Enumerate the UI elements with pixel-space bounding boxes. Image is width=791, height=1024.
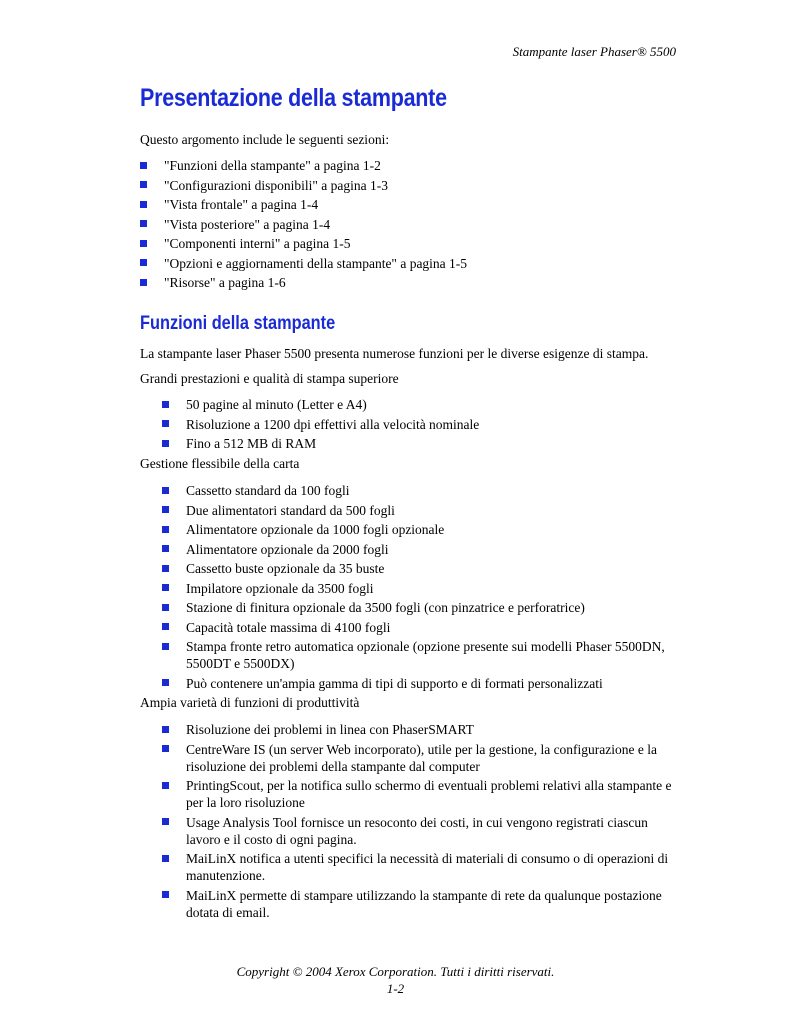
group-label: Ampia varietà di funzioni di produttività — [140, 695, 360, 710]
toc-item[interactable]: "Componenti interni" a pagina 1-5 — [140, 235, 680, 252]
bullet-icon — [162, 584, 169, 591]
bullet-icon — [140, 162, 147, 169]
list-item: Stampa fronte retro automatica opzionale (opzione presente sui modelli Phaser 5500DN, 5500DT e 5500DX) — [140, 638, 680, 672]
toc-item[interactable]: "Configurazioni disponibili" a pagina 1-3 — [140, 177, 680, 194]
bullet-icon — [162, 643, 169, 650]
bullet-icon — [162, 604, 169, 611]
bullet-icon — [162, 487, 169, 494]
bullet-icon — [162, 818, 169, 825]
list-item: Risoluzione dei problemi in linea con PhaserSMART — [140, 721, 680, 738]
bullet-icon — [162, 891, 169, 898]
toc-item[interactable]: "Risorse" a pagina 1-6 — [140, 274, 680, 291]
bullet-icon — [162, 420, 169, 427]
intro-text: Questo argomento include le seguenti sezioni: — [140, 132, 390, 147]
list-item: Cassetto standard da 100 fogli — [140, 482, 680, 499]
page-content — [140, 84, 680, 923]
toc-item[interactable]: "Funzioni della stampante" a pagina 1-2 — [140, 157, 680, 174]
bullet-icon — [140, 259, 147, 266]
bullet-icon — [162, 440, 169, 447]
group-label: Grandi prestazioni e qualità di stampa superiore — [140, 371, 399, 386]
group-label: Gestione flessibile della carta — [140, 456, 300, 471]
list-item: Alimentatore opzionale da 2000 fogli — [140, 541, 680, 558]
list-item: Due alimentatori standard da 500 fogli — [140, 502, 680, 519]
running-header: Stampante laser Phaser® 5500 — [512, 44, 676, 59]
list-item: CentreWare IS (un server Web incorporato), utile per la gestione, la configurazione e la risoluzione dei problemi della stampante dal computer — [140, 741, 680, 775]
bullet-icon — [162, 855, 169, 862]
list-item: Capacità totale massima di 4100 fogli — [140, 619, 680, 636]
page-number: 1-2 — [386, 981, 405, 996]
bullet-icon — [140, 220, 147, 227]
list-item: Impilatore opzionale da 3500 fogli — [140, 580, 680, 597]
list-item: Alimentatore opzionale da 1000 fogli opzionale — [140, 521, 680, 538]
list-item: MaiLinX notifica a utenti specifici la necessità di materiali di consumo o di operazioni di manutenzione. — [140, 850, 680, 884]
bullet-icon — [140, 279, 147, 286]
bullet-icon — [162, 526, 169, 533]
list-item: Stazione di finitura opzionale da 3500 fogli (con pinzatrice e perforatrice) — [140, 599, 680, 616]
toc-item[interactable]: "Vista frontale" a pagina 1-4 — [140, 196, 680, 213]
toc-item[interactable]: "Vista posteriore" a pagina 1-4 — [140, 216, 680, 233]
bullet-icon — [162, 565, 169, 572]
toc-item[interactable]: "Opzioni e aggiornamenti della stampante" a pagina 1-5 — [140, 255, 680, 272]
feature-list — [140, 396, 680, 452]
list-item: Usage Analysis Tool fornisce un resoconto dei costi, in cui vengono registrati ciascun lavoro e il costo di ogni pagina. — [140, 814, 680, 848]
copyright-text: Copyright © 2004 Xerox Corporation. Tutti i diritti riservati. — [236, 964, 555, 979]
bullet-icon — [140, 240, 147, 247]
list-item: Cassetto buste opzionale da 35 buste — [140, 560, 680, 577]
list-item: 50 pagine al minuto (Letter e A4) — [140, 396, 680, 413]
bullet-icon — [162, 745, 169, 752]
bullet-icon — [140, 181, 147, 188]
feature-list — [140, 721, 680, 921]
page-title: Presentazione della stampante — [140, 84, 447, 112]
bullet-icon — [162, 623, 169, 630]
feature-list — [140, 482, 680, 692]
list-item: MaiLinX permette di stampare utilizzando la stampante di rete da qualunque postazione dotata di email. — [140, 887, 680, 921]
bullet-icon — [162, 401, 169, 408]
list-item: Può contenere un'ampia gamma di tipi di supporto e di formati personalizzati — [140, 675, 680, 692]
bullet-icon — [162, 782, 169, 789]
list-item: Fino a 512 MB di RAM — [140, 435, 680, 452]
list-item: PrintingScout, per la notifica sullo schermo di eventuali problemi relativi alla stampante e per la loro risoluzione — [140, 777, 680, 811]
section-title: Funzioni della stampante — [140, 313, 336, 334]
bullet-icon — [162, 545, 169, 552]
page-footer — [0, 963, 791, 997]
bullet-icon — [140, 201, 147, 208]
bullet-icon — [162, 679, 169, 686]
bullet-icon — [162, 506, 169, 513]
toc-list — [140, 157, 680, 291]
bullet-icon — [162, 726, 169, 733]
section-intro: La stampante laser Phaser 5500 presenta numerose funzioni per le diverse esigenze di stampa. — [140, 346, 649, 361]
list-item: Risoluzione a 1200 dpi effettivi alla velocità nominale — [140, 416, 680, 433]
